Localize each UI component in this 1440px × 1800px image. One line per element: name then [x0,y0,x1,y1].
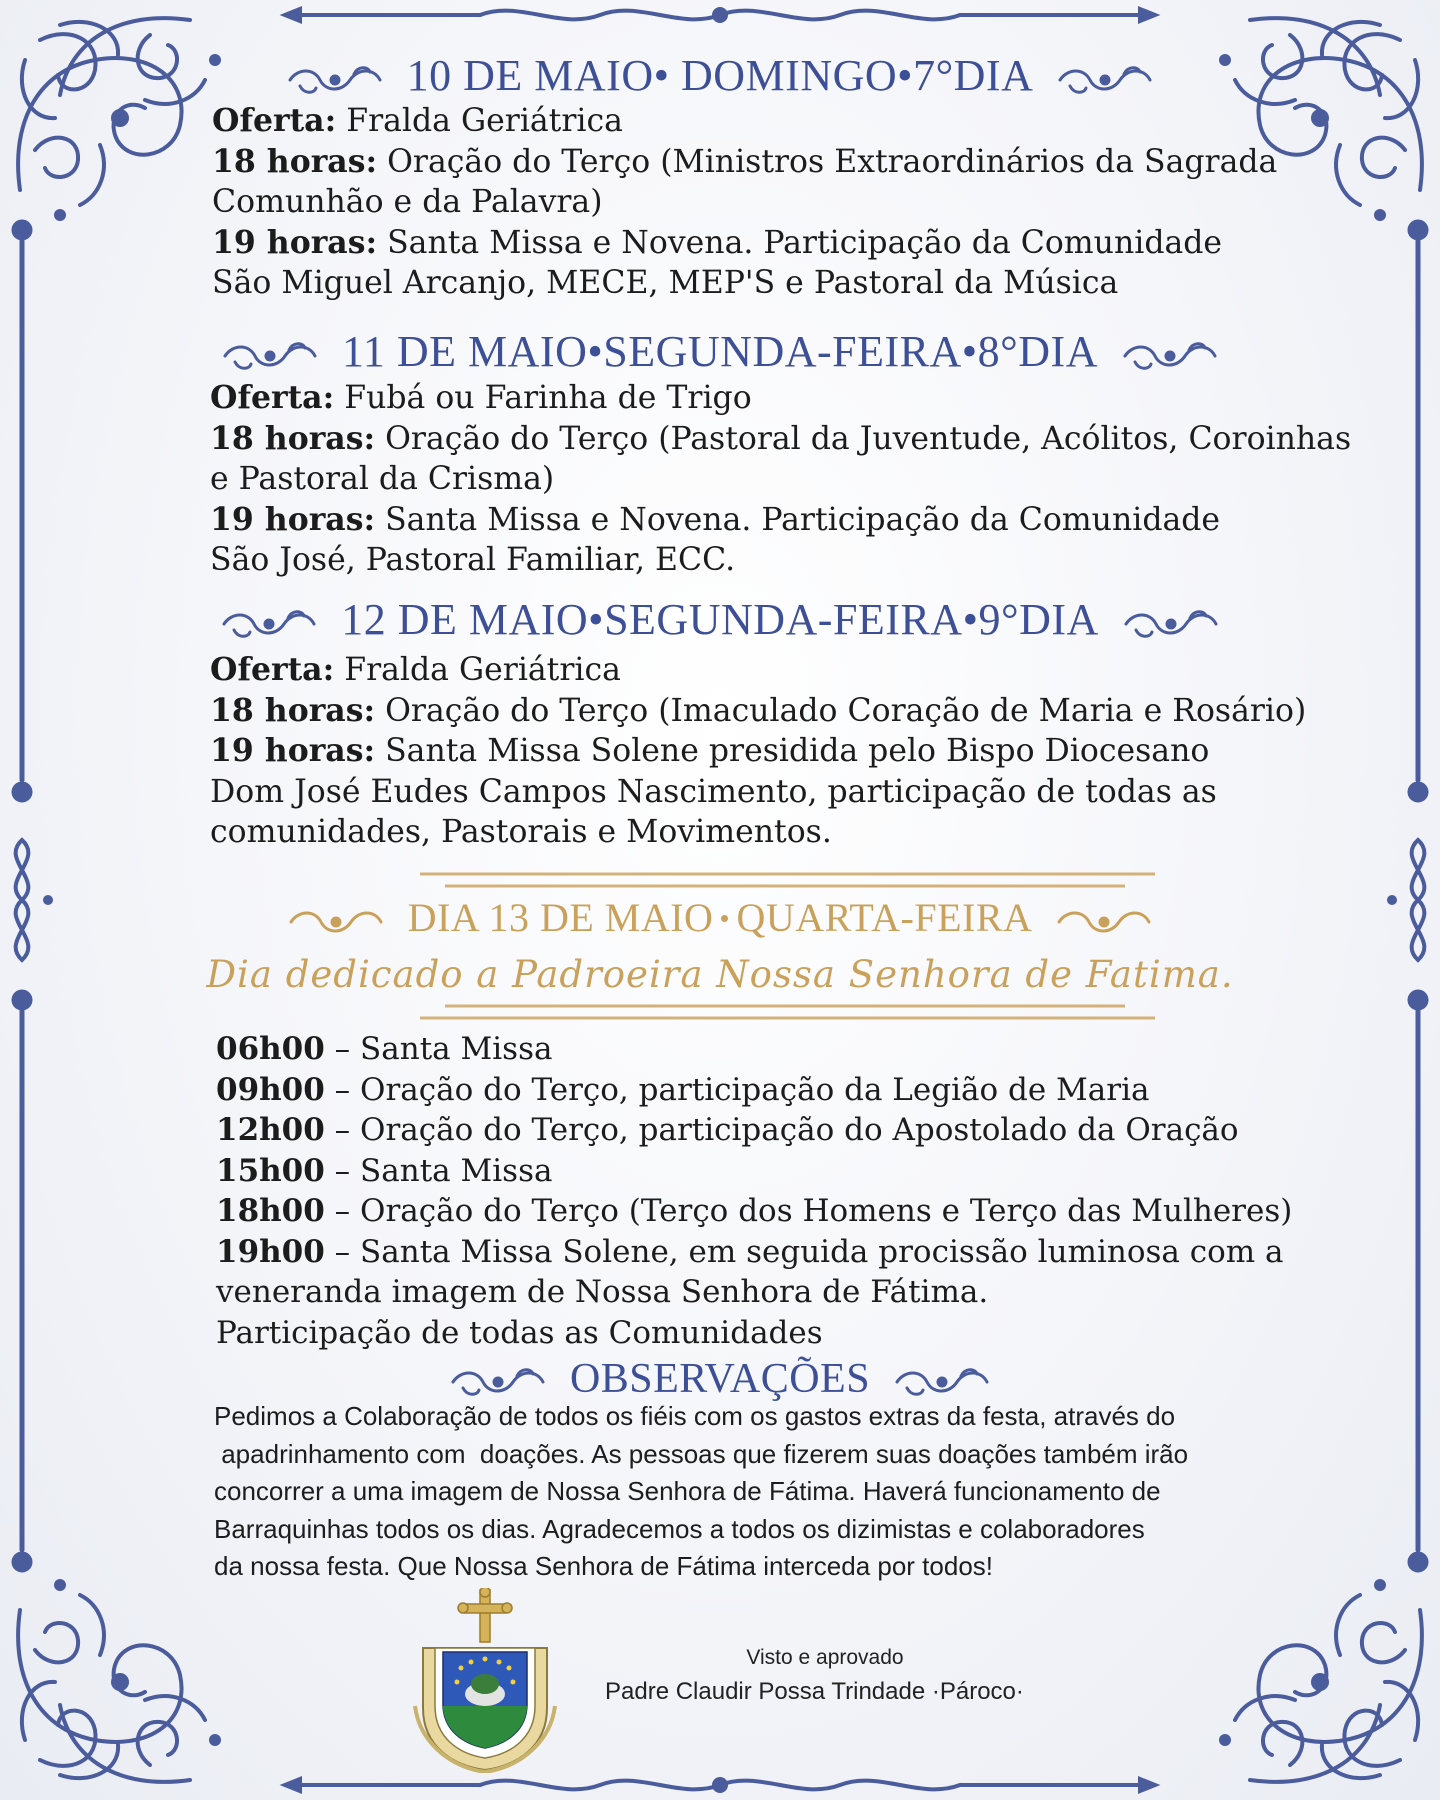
scroll-ornament-right-gold-icon [1054,907,1154,937]
day7-heading [0,51,1440,100]
day8-18h: 18 horas: Oração do Terço (Pastoral da Juventude, Acólitos, Coroinhas [210,419,1352,457]
scroll-ornament-right-icon [1120,341,1220,371]
schedule-item: 19h00 – Santa Missa Solene, em seguida procissão luminosa com a [216,1233,1284,1270]
day9-oferta: Oferta: Fralda Geriátrica [210,651,621,688]
day7-18h: 18 horas: Oração do Terço (Ministros Extraordinários da Sagrada [212,142,1278,180]
day13-block [216,1029,1366,1353]
day7-heading-text: 10 DE MAIO• DOMINGO•7°DIA [406,51,1034,100]
corner-flourish-top-left-icon [18,18,219,219]
day9-heading-text: 12 DE MAIO•SEGUNDA-FEIRA•9°DIA [341,595,1099,644]
day8-19h-cont: São José, Pastoral Familiar, ECC. [210,542,736,578]
day8-heading [0,327,1440,376]
day7-19h: 19 horas: Santa Missa e Novena. Participação da Comunidade [212,223,1223,261]
day9-block [210,650,1360,853]
scroll-ornament-right-icon [892,1367,992,1397]
observacoes-heading [0,1358,1440,1400]
schedule-item: 12h00 – Oração do Terço, participação do Apostolado da Oração [216,1112,1239,1148]
day13-dedication: Dia dedicado a Padroeira Nossa Senhora de Fatima. [206,953,1234,996]
day9-heading [0,595,1440,644]
schedule-item: 09h00 – Oração do Terço, participação da Legião de Maria [216,1071,1150,1108]
day7-19h-cont: São Miguel Arcanjo, MECE, MEP'S e Pastoral da Música [212,265,1119,301]
observacoes-heading-text: OBSERVAÇÕES [569,1356,871,1402]
day8-heading-text: 11 DE MAIO•SEGUNDA-FEIRA•8°DIA [342,327,1098,376]
day9-19h: 19 horas: Santa Missa Solene presidida pelo Bispo Diocesano [210,732,1210,769]
day7-block [212,101,1362,304]
scroll-ornament-left-icon [219,609,319,639]
day9-19h-cont2: comunidades, Pastorais e Movimentos. [210,814,832,850]
observacoes-line: Pedimos a Colaboração de todos os fiéis com os gastos extras da festa, através do [214,1401,1176,1431]
schedule-item-cont2: Participação de todas as Comunidades [216,1314,823,1351]
schedule-item: 06h00 – Santa Missa [216,1031,553,1067]
scroll-ornament-left-icon [448,1367,548,1397]
day7-oferta: Oferta: Fralda Geriátrica [212,102,623,139]
day13-heading-date: DIA 13 DE MAIO [407,895,714,940]
day8-18h-cont: e Pastoral da Crisma) [210,461,555,497]
schedule-item: 15h00 – Santa Missa [216,1152,553,1189]
day13-heading [0,895,1440,940]
day13-heading-weekday: QUARTA-FEIRA [736,895,1033,940]
day9-18h: 18 horas: Oração do Terço (Imaculado Coração de Maria e Rosário) [210,691,1307,729]
schedule-item-cont: veneranda imagem de Nossa Senhora de Fátima. [216,1274,989,1310]
observacoes-line: Barraquinhas todos os dias. Agradecemos a todos os dizimistas e colaboradores [214,1513,1145,1544]
observacoes-text [214,1398,1334,1586]
day9-19h-cont: Dom José Eudes Campos Nascimento, participação de todas as [210,773,1217,810]
observacoes-line: da nossa festa. Que Nossa Senhora de Fátima interceda por todos! [214,1551,994,1581]
approval-name: Padre Claudir Possa Trindade ·Pároco· [605,1678,1024,1705]
observacoes-line: concorrer a uma imagem de Nossa Senhora de Fátima. Haverá funcionamento de [214,1476,1161,1506]
separator-dot-icon [721,915,728,922]
scroll-ornament-right-icon [1055,65,1155,95]
approval-label: Visto e aprovado [746,1646,904,1669]
observacoes-line: apadrinhamento com doações. As pessoas que fizerem suas doações também irão [214,1438,1189,1469]
scroll-ornament-left-icon [285,65,385,95]
schedule-item: 18h00 – Oração do Terço (Terço dos Homens e Terço das Mulheres) [216,1193,1293,1229]
scroll-ornament-right-icon [1121,609,1221,639]
day8-19h: 19 horas: Santa Missa e Novena. Participação da Comunidade [210,500,1221,538]
scroll-ornament-left-gold-icon [286,907,386,937]
day8-block [210,378,1360,581]
day7-18h-cont: Comunhão e da Palavra) [212,184,603,220]
approval-block [605,1646,1045,1706]
parish-coat-of-arms-icon [405,1588,565,1773]
scroll-ornament-left-icon [220,341,320,371]
day8-oferta: Oferta: Fubá ou Farinha de Trigo [210,379,752,416]
